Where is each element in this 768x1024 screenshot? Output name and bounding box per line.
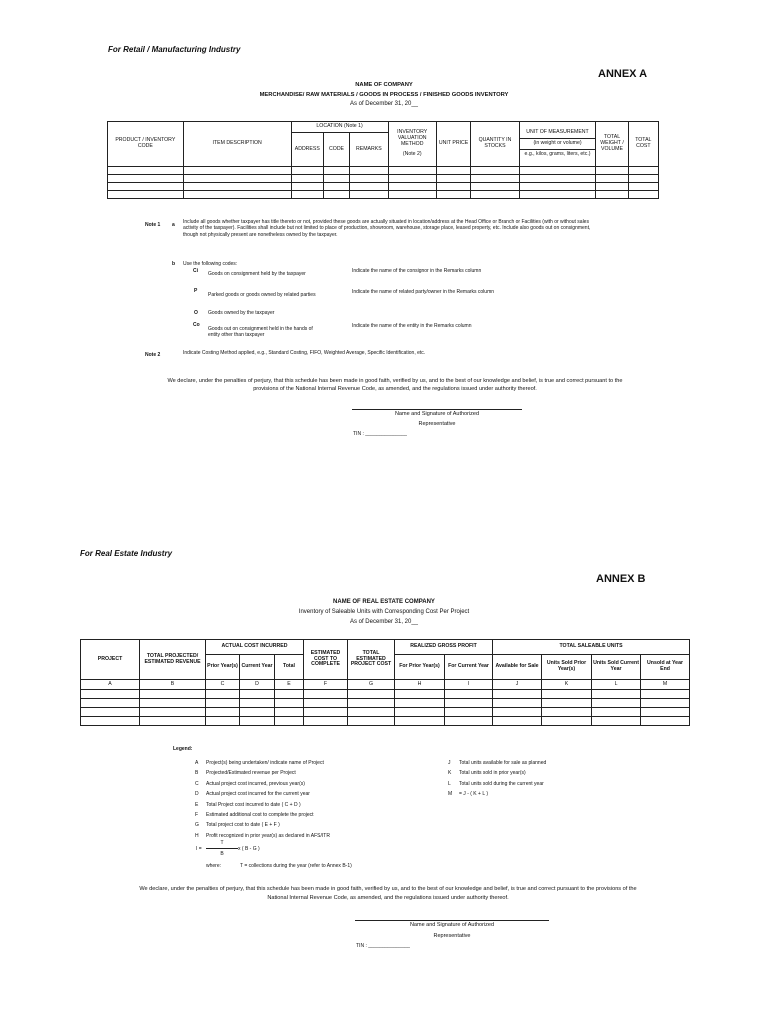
legend-item: C Actual project cost incurred, previous year(s) [195, 780, 305, 787]
letter-row [81, 680, 690, 690]
col-letter: G [348, 680, 395, 690]
representative-label-a: Representative [418, 421, 456, 427]
th-saleable: TOTAL SALEABLE UNITS [493, 640, 690, 655]
code-p: P [194, 288, 198, 294]
representative-label-b: Representative [433, 933, 471, 939]
col-letter: C [206, 680, 240, 690]
th-total-cost: TOTAL COST [628, 122, 658, 167]
note1-b-text: Use the following codes: [183, 261, 238, 267]
th-unsold: Unsold at Year End [641, 655, 690, 680]
tin-b: TIN : _______________ [356, 943, 410, 949]
th-total-weight: TOTAL WEIGHT / VOLUME [596, 122, 628, 167]
table-row [81, 717, 690, 726]
th-remarks: REMARKS [350, 133, 388, 167]
as-of-a: As of December 31, 20__ [349, 101, 419, 107]
col-letter: E [275, 680, 304, 690]
signature-label-a: Name and Signature of Authorized [394, 411, 480, 417]
note2-label: Note 2 [145, 352, 161, 358]
th-available: Available for Sale [493, 655, 542, 680]
th-for-prior: For Prior Year(s) [395, 655, 445, 680]
col-letter: L [592, 680, 641, 690]
note1-b-marker: b [172, 261, 176, 267]
fraction-bar [206, 848, 238, 849]
signature-line-a [352, 409, 522, 410]
th-quantity: QUANTITY IN STOCKS [471, 122, 519, 167]
formula-rest: x ( B - G ) [238, 846, 260, 852]
signature-label-b: Name and Signature of Authorized [409, 922, 495, 928]
inventory-table-a [107, 121, 659, 199]
table-row [81, 699, 690, 708]
legend-item: H Profit recognized in prior year(s) as declared in AFS/ITR [195, 832, 330, 839]
th-sold-prior: Units Sold Prior Year(s) [542, 655, 592, 680]
declaration-a: We declare, under the penalties of perjury, that this schedule has been made in good faith, verified by us, and to the best of our knowledge and belief, is true and correct pursuant to the provisions of the National Internal Revenue Code, as amended, and the regulations issued under authority thereof. [167, 378, 623, 393]
legend-item: F Estimated additional cost to complete the project [195, 812, 314, 819]
code-p-remark: Indicate the name of related party/owner in the Remarks column [352, 289, 495, 295]
code-co: Co [193, 322, 200, 328]
legend-item: K Total units sold in prior year(s) [448, 770, 526, 777]
industry-label-b: For Real Estate Industry [80, 549, 173, 558]
col-letter: D [240, 680, 275, 690]
subtitle-b: Inventory of Saleable Units with Corresponding Cost Per Project [298, 609, 470, 615]
th-unit-price: UNIT PRICE [436, 122, 470, 167]
note1-label: Note 1 [145, 222, 161, 228]
col-letter: H [395, 680, 445, 690]
legend-right [448, 758, 546, 800]
as-of-b: As of December 31, 20__ [349, 619, 419, 625]
code-o: O [194, 310, 198, 316]
code-ci-desc: Goods on consignment held by the taxpayer [208, 271, 306, 277]
th-realized: REALIZED GROSS PROFIT [395, 640, 493, 655]
table-row [108, 191, 659, 199]
legend-title: Legend: [173, 746, 193, 752]
legend-item: D Actual project cost incurred for the current year [195, 791, 310, 798]
th-address: ADDRESS [291, 133, 323, 167]
subtitle-a: MERCHANDISE/ RAW MATERIALS / GOODS IN PROCESS / FINISHED GOODS INVENTORY [259, 92, 509, 98]
col-letter: K [542, 680, 592, 690]
note1-a-text: Include all goods whether taxpayer has title thereto or not, provided these goods are actually situated in location/address at the Head Office or Branch or Facilities (with or without sales activity of the taxpayer). Facilities shall include but not limited to place of production, showroom, warehouse, storage place, leased property, etc. Include also goods out on consignment, though not physically present are nonetheless owned by the taxpayer. [183, 219, 591, 238]
legend-item: E Total Project cost incurred to date ( C + D ) [195, 801, 301, 808]
th-est-cost: ESTIMATED COST TO COMPLETE [304, 640, 348, 680]
tin-a: TIN : _______________ [353, 431, 407, 437]
annex-a-title: ANNEX A [598, 68, 648, 80]
legend-item: L Total units sold during the current year [448, 780, 544, 787]
where-text: T = collections during the year (refer to Annex B-1) [240, 863, 352, 869]
col-letter: I [445, 680, 493, 690]
th-item-description: ITEM DESCRIPTION [183, 122, 291, 167]
code-co-remark: Indicate the name of the entity in the Remarks column [352, 323, 472, 329]
th-prior: Prior Year(s) [206, 655, 240, 680]
declaration-b: We declare, under the penalties of perjury, that this schedule has been made in good faith, verified by us, and to the best of our knowledge and belief, is true and correct pursuant to the provisions of the National Internal Revenue Code, as amended, and the regulations issued under authority thereof. [139, 886, 637, 901]
code-o-desc: Goods owned by the taxpayer [208, 310, 275, 316]
formula-numerator: T [220, 840, 224, 846]
legend-item: M = J - ( K + L ) [448, 791, 488, 798]
th-valuation: INVENTORY VALUATION METHOD (Note 2) [388, 122, 436, 167]
legend-item: A Project(s) being undertaken/ indicate name of Project [195, 760, 324, 766]
th-code: CODE [323, 133, 349, 167]
code-co-desc: Goods out on consignment held in the hands of entity other than taxpayer [208, 326, 313, 339]
legend-item: G Total project cost to date ( E + F ) [195, 822, 280, 829]
code-ci-remark: Indicate the name of the consignor in the Remarks column [352, 268, 482, 274]
table-row [81, 708, 690, 717]
industry-label-a: For Retail / Manufacturing Industry [108, 45, 241, 54]
th-location: LOCATION (Note 1) [291, 122, 388, 133]
formula-denominator: B [220, 851, 224, 857]
th-total-est: TOTAL ESTIMATED PROJECT COST [348, 640, 395, 680]
company-name-b: NAME OF REAL ESTATE COMPANY [333, 599, 435, 605]
th-revenue: TOTAL PROJECTED/ ESTIMATED REVENUE [140, 640, 206, 680]
table-row [81, 690, 690, 699]
code-ci: Ci [193, 268, 198, 274]
col-letter: A [81, 680, 140, 690]
th-current: Current Year [240, 655, 275, 680]
table-row [108, 183, 659, 191]
note2-text: Indicate Costing Method applied, e.g., Standard Costing, FIFO, Weighted Average, Specific Identification, etc. [183, 350, 426, 356]
table-row [108, 167, 659, 175]
legend-left [195, 758, 330, 841]
note1-a-marker: a [172, 222, 175, 228]
th-actual-cost: ACTUAL COST INCURRED [206, 640, 304, 655]
legend-item: J Total units available for sale as planned [448, 760, 547, 766]
legend-item: B Projected/Estimated revenue per Project [195, 770, 296, 777]
company-name-a: NAME OF COMPANY [355, 82, 413, 88]
inventory-table-b [80, 639, 690, 726]
formula-i: I = [196, 846, 202, 852]
annex-b-title: ANNEX B [596, 573, 646, 585]
col-letter: M [641, 680, 690, 690]
col-letter: J [493, 680, 542, 690]
th-project: PROJECT [81, 640, 140, 680]
th-product-code: PRODUCT / INVENTORY CODE [108, 122, 184, 167]
where-label: where: [206, 863, 222, 869]
col-letter: F [304, 680, 348, 690]
th-total: Total [275, 655, 304, 680]
code-p-desc: Parked goods or goods owned by related parties [208, 292, 316, 298]
th-for-current: For Current Year [445, 655, 493, 680]
signature-line-b [355, 920, 549, 921]
th-sold-current: Units Sold Current Year [592, 655, 641, 680]
table-row [108, 175, 659, 183]
col-letter: B [140, 680, 206, 690]
th-uom: UNIT OF MEASUREMENT (in weight or volume) e.g., kilos, grams, liters, etc.) [519, 122, 596, 167]
